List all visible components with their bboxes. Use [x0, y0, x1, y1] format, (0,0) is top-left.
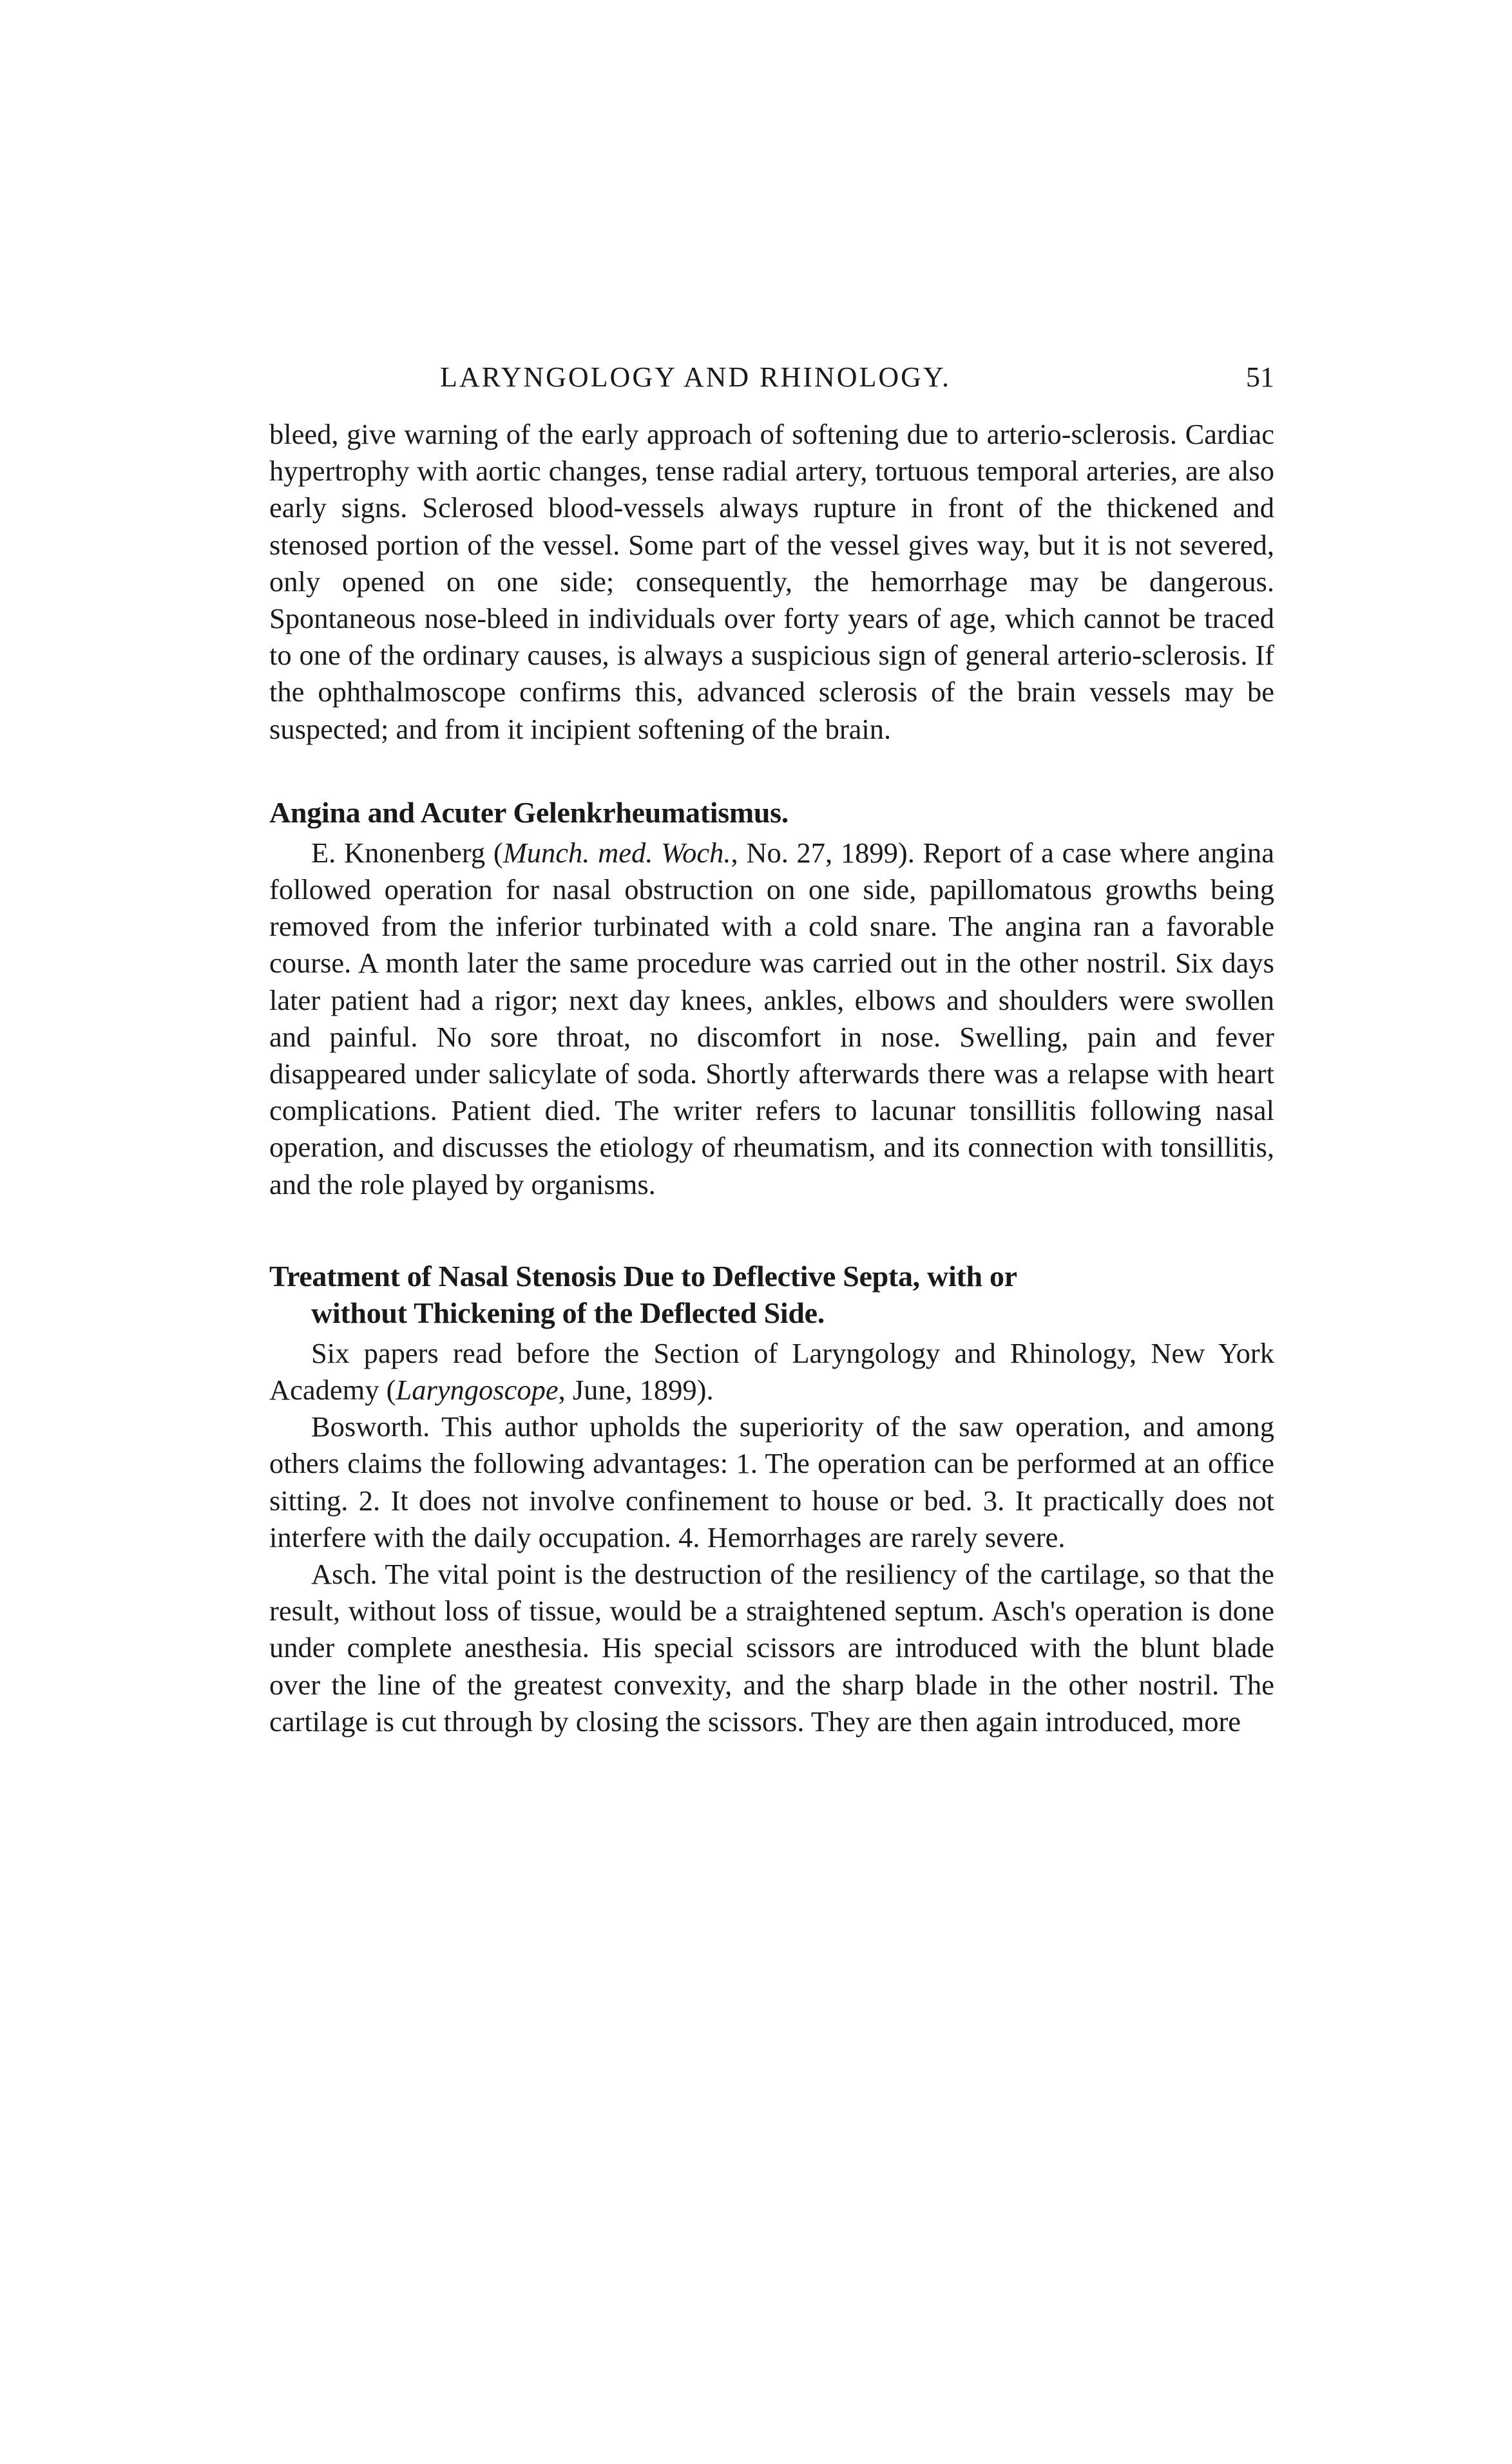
treatment-intro-paragraph: [269, 1335, 1274, 1408]
treatment-heading-line2: without Thickening of the Deflected Side.: [311, 1296, 825, 1329]
angina-citation-author: E. Knonenberg (: [311, 836, 503, 869]
page-number: 51: [1246, 361, 1274, 393]
angina-paragraph: [269, 835, 1274, 1203]
treatment-intro-text: Six papers read before the Section of Laryngology and Rhinology, New York Academy (: [269, 1336, 1274, 1407]
running-head: [269, 361, 1274, 406]
running-title: LARYNGOLOGY AND RHINOLOGY.: [440, 361, 951, 393]
angina-citation-journal: Munch. med. Woch.: [502, 836, 731, 869]
treatment-intro-journal: Laryngoscope: [396, 1374, 559, 1407]
continuation-paragraph: bleed, give warning of the early approach of softening due to arterio-sclerosis. Cardiac hypertrophy with aortic changes, tense radial artery, tortuous temporal arteries, are also early signs. Sclerosed blood-vessels always rupture in front of the thickened and stenosed portion of the vessel. Some part of the vessel gives way, but it is not severed, only opened on one side; consequently, the hemorrhage may be dangerous. Spontaneous nose-bleed in individuals over forty years of age, which cannot be traced to one of the ordinary causes, is always a suspicious sign of general arterio-sclerosis. If the ophthalmoscope confirms this, advanced sclerosis of the brain vessels may be suspected; and from it incipient softening of the brain.: [269, 418, 1274, 745]
treatment-intro-rest: , June, 1899).: [558, 1374, 714, 1407]
angina-body: , No. 27, 1899). Report of a case where angina followed operation for nasal obstruction on one side, papillomatous growths being removed from the inferior turbinated with a cold snare. The angina ran a favorable course. A month later the same procedure was carried out in the other nostril. Six days later patient had a rigor; next day knees, ankles, elbows and shoulders were swollen and painful. No sore throat, no discomfort in nose. Swelling, pain and fever disappeared under salicylate of soda. Shortly afterwards there was a relapse with heart complications. Patient died. The writer refers to lacunar tonsillitis following nasal operation, and discusses the etiology of rheumatism, and its connection with tonsillitis, and the role played by organisms.: [269, 836, 1274, 1200]
bosworth-paragraph: Bosworth. This author upholds the superiority of the saw operation, and among others claims the following advantages: 1. The operation can be performed at an office sitting. 2. It does not involve confinement to house or bed. 3. It practically does not interfere with the daily occupation. 4. Hemorrhages are rarely severe.: [269, 1410, 1274, 1553]
treatment-heading-line1: Treatment of Nasal Stenosis Due to Deflective Septa, with or: [269, 1259, 1017, 1293]
book-page: [269, 361, 1274, 1740]
section-heading-treatment: [269, 1258, 1274, 1331]
section-heading-angina: Angina and Acuter Gelenkrheumatismus.: [269, 795, 789, 829]
asch-paragraph: Asch. The vital point is the destruction of the resiliency of the cartilage, so that the result, without loss of tissue, would be a straightened septum. Asch's operation is done under complete anesthesia. His special scissors are introduced with the blunt blade over the line of the greatest convexity, and the sharp blade in the other nostril. The cartilage is cut through by closing the scissors. They are then again introduced, more: [269, 1558, 1274, 1738]
